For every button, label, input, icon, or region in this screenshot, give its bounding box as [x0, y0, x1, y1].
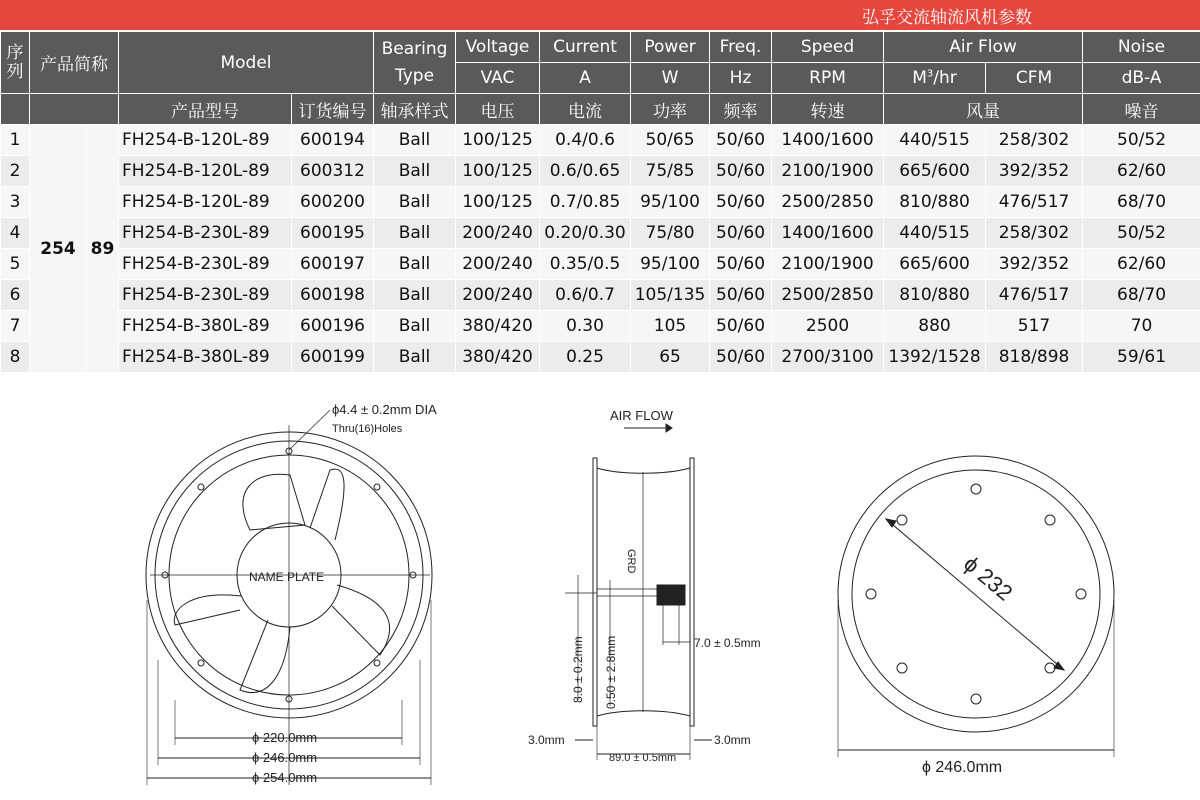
cell-current: 0.4/0.6	[540, 125, 631, 156]
cell-power: 75/85	[631, 156, 710, 187]
col-airflow-header: Air Flow	[884, 32, 1083, 63]
cell-freq: 50/60	[710, 342, 772, 373]
cell-speed: 2700/3100	[772, 342, 884, 373]
airflow-label: AIR FLOW	[610, 408, 673, 423]
cell-cfm: 258/302	[986, 218, 1083, 249]
cell-cfm: 517	[986, 311, 1083, 342]
cell-model: FH254-B-120L-89	[119, 125, 292, 156]
cell-voltage: 200/240	[456, 249, 540, 280]
cell-model: FH254-B-120L-89	[119, 156, 292, 187]
cell-speed: 2100/1900	[772, 249, 884, 280]
cell-cfm: 476/517	[986, 187, 1083, 218]
cell-bearing: Ball	[374, 311, 456, 342]
cell-bearing: Ball	[374, 342, 456, 373]
col-model-header: Model	[119, 32, 374, 94]
zh-seq-blank	[1, 94, 30, 125]
unit-hz: Hz	[710, 63, 772, 94]
cell-freq: 50/60	[710, 218, 772, 249]
cell-model: FH254-B-120L-89	[119, 187, 292, 218]
cell-power: 75/80	[631, 218, 710, 249]
cell-m3: 810/880	[884, 280, 986, 311]
cell-seq: 2	[1, 156, 30, 187]
cell-seq: 7	[1, 311, 30, 342]
zh-bearing-header: 轴承样式	[374, 94, 456, 125]
cell-m3: 810/880	[884, 187, 986, 218]
cell-freq: 50/60	[710, 125, 772, 156]
cell-current: 0.6/0.7	[540, 280, 631, 311]
cell-speed: 1400/1600	[772, 125, 884, 156]
cell-speed: 2100/1900	[772, 156, 884, 187]
cell-voltage: 200/240	[456, 280, 540, 311]
banner-title: 弘孚交流轴流风机参数	[862, 8, 1032, 28]
cell-current: 0.25	[540, 342, 631, 373]
zh-freq-header: 频率	[710, 94, 772, 125]
cell-bearing: Ball	[374, 125, 456, 156]
col-freq-header: Freq.	[710, 32, 772, 63]
spec-table	[0, 31, 1200, 373]
cell-power: 95/100	[631, 187, 710, 218]
cell-cfm: 818/898	[986, 342, 1083, 373]
table-row	[1, 125, 1200, 156]
cell-bearing: Ball	[374, 156, 456, 187]
cell-power: 105/135	[631, 280, 710, 311]
cell-noise: 59/61	[1083, 342, 1200, 373]
cell-model: FH254-B-230L-89	[119, 218, 292, 249]
cell-freq: 50/60	[710, 280, 772, 311]
cell-model: FH254-B-230L-89	[119, 249, 292, 280]
cell-group-depth: 89	[87, 125, 119, 373]
cell-current: 0.7/0.85	[540, 187, 631, 218]
unit-dba: dB-A	[1083, 63, 1200, 94]
cell-current: 0.35/0.5	[540, 249, 631, 280]
cell-noise: 68/70	[1083, 280, 1200, 311]
col-bearing-header: Bearing Type	[374, 32, 456, 94]
cell-cfm: 258/302	[986, 125, 1083, 156]
dim-3-right: 3.0mm	[714, 733, 751, 747]
col-speed-header: Speed	[772, 32, 884, 63]
zh-voltage-header: 电压	[456, 94, 540, 125]
cell-cfm: 392/352	[986, 249, 1083, 280]
cell-current: 0.6/0.65	[540, 156, 631, 187]
col-power-header: Power	[631, 32, 710, 63]
cell-model: FH254-B-380L-89	[119, 342, 292, 373]
dim-050: 0.50 ± 2.8mm	[604, 635, 618, 709]
zh-noise-header: 噪音	[1083, 94, 1200, 125]
zh-abbr-blank	[30, 94, 119, 125]
cell-seq: 5	[1, 249, 30, 280]
dim-89: 89.0 ± 0.5mm	[609, 752, 677, 764]
zh-current-header: 电流	[540, 94, 631, 125]
cell-freq: 50/60	[710, 187, 772, 218]
cell-seq: 4	[1, 218, 30, 249]
cell-seq: 6	[1, 280, 30, 311]
cell-speed: 2500/2850	[772, 187, 884, 218]
hole-note-detail: Thru(16)Holes	[332, 423, 403, 435]
cell-order: 600198	[292, 280, 374, 311]
cell-m3: 665/600	[884, 156, 986, 187]
table-row	[1, 280, 1200, 311]
name-plate-label: NAME PLATE	[249, 570, 325, 584]
hole-note: ϕ4.4 ± 0.2mm DIA	[332, 402, 437, 417]
cell-current: 0.30	[540, 311, 631, 342]
cell-model: FH254-B-380L-89	[119, 311, 292, 342]
table-row	[1, 249, 1200, 280]
cell-voltage: 100/125	[456, 125, 540, 156]
fan-dimension-drawings	[0, 388, 1200, 800]
cell-bearing: Ball	[374, 280, 456, 311]
cell-noise: 70	[1083, 311, 1200, 342]
cell-seq: 8	[1, 342, 30, 373]
cell-voltage: 380/420	[456, 342, 540, 373]
cell-freq: 50/60	[710, 249, 772, 280]
dim-8: 8.0 ± 0.2mm	[571, 636, 585, 703]
cell-bearing: Ball	[374, 218, 456, 249]
table-row	[1, 187, 1200, 218]
cell-bearing: Ball	[374, 249, 456, 280]
zh-power-header: 功率	[631, 94, 710, 125]
col-noise-header: Noise	[1083, 32, 1200, 63]
cell-current: 0.20/0.30	[540, 218, 631, 249]
header-row-1	[1, 32, 1200, 63]
unit-vac: VAC	[456, 63, 540, 94]
front-view-drawing	[146, 410, 432, 785]
cell-speed: 2500/2850	[772, 280, 884, 311]
unit-a: A	[540, 63, 631, 94]
cell-order: 600312	[292, 156, 374, 187]
unit-m3-base: M	[912, 68, 927, 88]
cell-cfm: 476/517	[986, 280, 1083, 311]
col-current-header: Current	[540, 32, 631, 63]
dim-246-front: ϕ 246.0mm	[252, 750, 318, 765]
cell-noise: 62/60	[1083, 156, 1200, 187]
unit-m3-tail: /hr	[933, 68, 957, 88]
cell-freq: 50/60	[710, 311, 772, 342]
dim-7: 7.0 ± 0.5mm	[694, 636, 761, 650]
cell-speed: 1400/1600	[772, 218, 884, 249]
title-banner	[0, 0, 1200, 30]
cell-m3: 1392/1528	[884, 342, 986, 373]
cell-noise: 68/70	[1083, 187, 1200, 218]
cell-group-size: 254	[30, 125, 87, 373]
cell-order: 600199	[292, 342, 374, 373]
cell-order: 600197	[292, 249, 374, 280]
cell-seq: 3	[1, 187, 30, 218]
cell-order: 600194	[292, 125, 374, 156]
dim-3-left: 3.0mm	[528, 733, 565, 747]
dim-220: ϕ 220.0mm	[252, 730, 318, 745]
cell-bearing: Ball	[374, 187, 456, 218]
col-abbr-header: 产品简称	[30, 32, 119, 94]
cell-voltage: 100/125	[456, 156, 540, 187]
cell-m3: 880	[884, 311, 986, 342]
unit-w: W	[631, 63, 710, 94]
col-seq-header: 序列	[1, 32, 30, 94]
zh-order-header: 订货编号	[292, 94, 374, 125]
side-view-drawing	[565, 424, 712, 760]
zh-model-header: 产品型号	[119, 94, 292, 125]
unit-cfm: CFM	[986, 63, 1083, 94]
table-row	[1, 311, 1200, 342]
unit-m3hr	[884, 63, 986, 94]
cell-order: 600195	[292, 218, 374, 249]
cell-voltage: 200/240	[456, 218, 540, 249]
cell-model: FH254-B-230L-89	[119, 280, 292, 311]
cell-m3: 440/515	[884, 125, 986, 156]
col-voltage-header: Voltage	[456, 32, 540, 63]
cell-power: 50/65	[631, 125, 710, 156]
table-row	[1, 218, 1200, 249]
unit-rpm: RPM	[772, 63, 884, 94]
cell-m3: 665/600	[884, 249, 986, 280]
cell-freq: 50/60	[710, 156, 772, 187]
cell-speed: 2500	[772, 311, 884, 342]
unit-m3-sup: 3	[926, 68, 934, 80]
cell-noise: 50/52	[1083, 125, 1200, 156]
cell-noise: 50/52	[1083, 218, 1200, 249]
cell-cfm: 392/352	[986, 156, 1083, 187]
dim-254: ϕ 254.0mm	[252, 770, 318, 785]
cell-order: 600196	[292, 311, 374, 342]
rear-view-drawing	[838, 456, 1114, 757]
cell-power: 65	[631, 342, 710, 373]
table-row	[1, 342, 1200, 373]
zh-airflow-header: 风量	[884, 94, 1083, 125]
cell-m3: 440/515	[884, 218, 986, 249]
header-row-zh	[1, 94, 1200, 125]
cell-voltage: 380/420	[456, 311, 540, 342]
zh-speed-header: 转速	[772, 94, 884, 125]
dim-246-rear: ϕ 246.0mm	[922, 759, 1003, 776]
cell-power: 95/100	[631, 249, 710, 280]
dim-232: ϕ 232	[959, 550, 1018, 606]
cell-noise: 62/60	[1083, 249, 1200, 280]
cell-power: 105	[631, 311, 710, 342]
cell-seq: 1	[1, 125, 30, 156]
cell-voltage: 100/125	[456, 187, 540, 218]
grd-label: GRD	[625, 549, 637, 574]
table-row	[1, 156, 1200, 187]
cell-order: 600200	[292, 187, 374, 218]
